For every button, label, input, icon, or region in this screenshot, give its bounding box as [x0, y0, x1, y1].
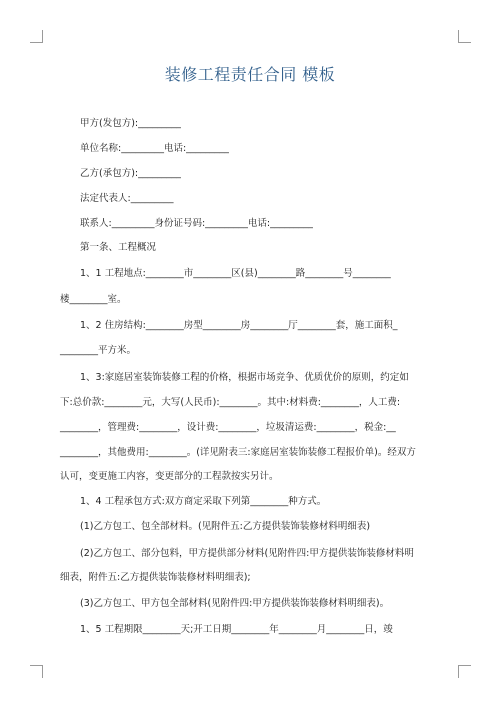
company-name-line: 单位名称:_________电话:_________	[80, 143, 229, 154]
clause-1-3-cont-2: ________，管理费:________，设计费:________，垃圾清运费:________，税金:__	[60, 422, 396, 433]
clause-1-3-cont-4: 认可，变更施工内容，变更部分的工程款按实另计。	[60, 471, 279, 482]
clause-1-3-cont-3: ________，其他费用:________。(详见附表三:家庭居室装饰装修工程报价单)。经双方	[60, 447, 416, 458]
party-b-line: 乙方(承包方):_________	[80, 168, 181, 179]
crop-mark-top-right	[458, 30, 471, 43]
crop-mark-bottom-right	[458, 665, 471, 678]
option-1: (1)乙方包工、包全部材料。(见附件五:乙方提供装饰装修材料明细表)	[80, 521, 371, 532]
option-3: (3)乙方包工、甲方包全部材料(见附件四:甲方提供装饰装修材料明细表)。	[80, 598, 390, 609]
clause-1-4: 1、4 工程承包方式:双方商定采取下列第________种方式。	[80, 496, 327, 507]
clause-1-1-cont: 楼________室。	[60, 294, 127, 305]
crop-mark-bottom-left	[30, 665, 43, 678]
option-2: (2)乙方包工、部分包料，甲方提供部分材料(见附件四:甲方提供装饰装修材料明	[80, 548, 414, 559]
crop-mark-top-left	[30, 30, 43, 43]
clause-1-5: 1、5 工程期限________天;开工日期________年________月________日，竣	[80, 624, 393, 635]
legal-rep-line: 法定代表人:_________	[80, 193, 174, 204]
clause-1-2-cont: ________平方米。	[60, 345, 137, 356]
document-title: 装修工程责任合同 模板	[164, 65, 336, 84]
section-heading: 第一条、工程概况	[80, 242, 157, 253]
clause-1-1: 1、1 工程地点:________市________区(县)________路________号________	[80, 268, 391, 279]
clause-1-2: 1、2 住房结构:________房型________房________厅________套，施工面积_	[80, 320, 398, 331]
clause-1-3-cont-1: 下:总价款:________元，大写(人民币):________。其中:材料费:________，人工费:	[60, 397, 401, 408]
party-a-line: 甲方(发包方):_________	[80, 118, 181, 129]
option-2-cont: 细表，附件五:乙方提供装饰装修材料明细表);	[60, 572, 251, 583]
clause-1-3: 1、3:家庭居室装饰装修工程的价格，根据市场竞争、优质优价的原则，约定如	[80, 372, 409, 383]
contact-line: 联系人:_________身份证号码:_________电话:_________	[80, 218, 313, 229]
